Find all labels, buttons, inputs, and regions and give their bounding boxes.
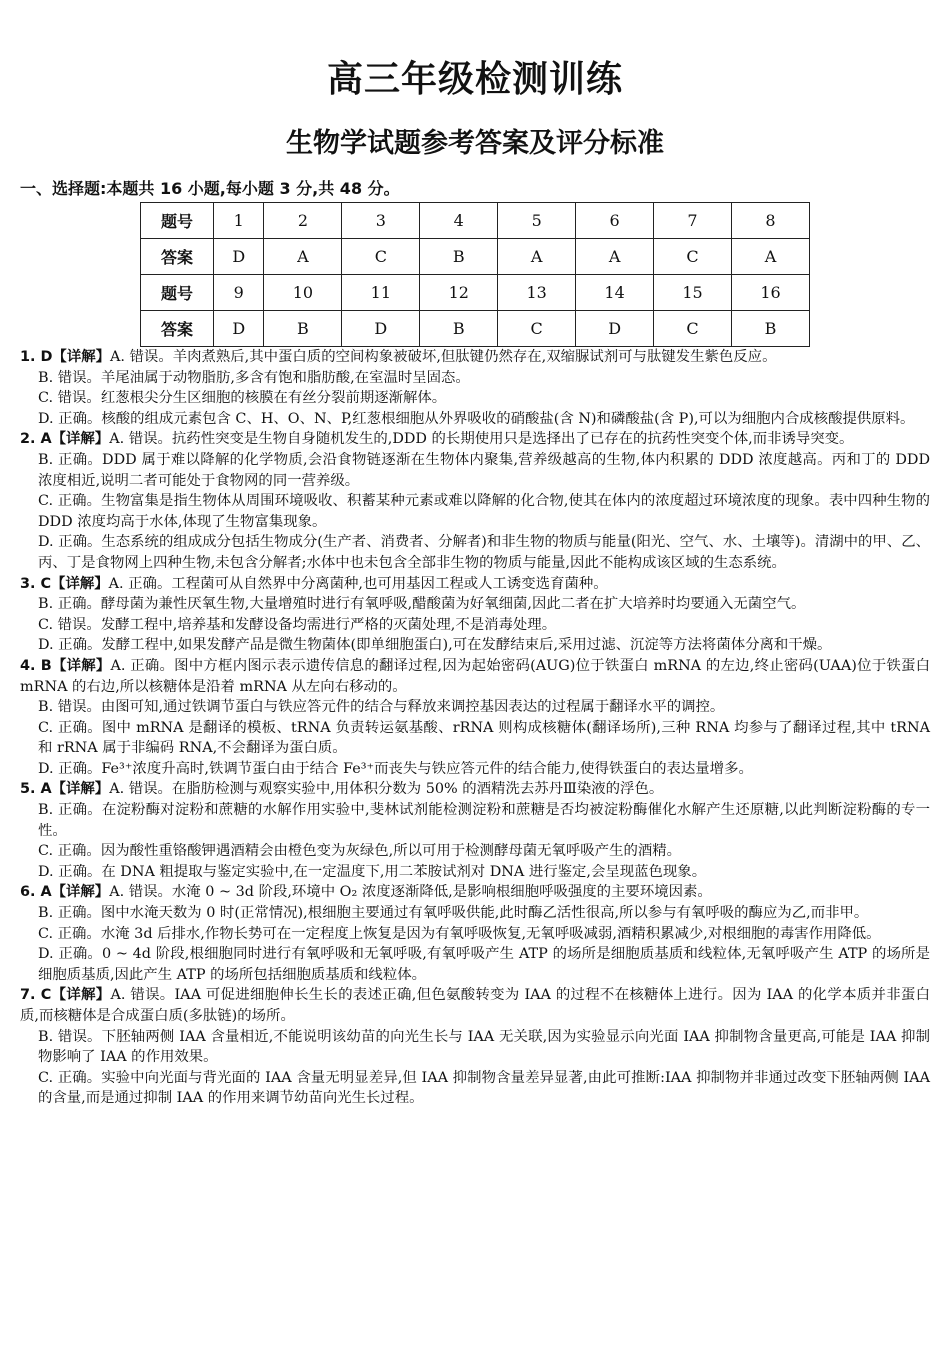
question-number-cell: 16 (731, 275, 809, 311)
explanation-line (20, 759, 930, 780)
explanation-line (20, 779, 930, 800)
explanation-line (20, 388, 930, 409)
explanation-line (20, 800, 930, 841)
explanation-line (20, 1068, 930, 1109)
question-number-cell: 13 (498, 275, 576, 311)
explanation-item (20, 656, 930, 780)
explanation-text: D. 正确。0 ~ 4d 阶段,根细胞同时进行有氧呼吸和无氧呼吸,有氧呼吸产生 ATP 的场所是细胞质基质和线粒体,无氧呼吸产生 ATP 的场所是细胞质基质,因此产生 ATP 的场所包括细胞质基质和线粒体。 (38, 946, 930, 983)
question-number-cell: 4 (420, 203, 498, 239)
explanation-text: D. 正确。Fe³⁺浓度升高时,铁调节蛋白由于结合 Fe³⁺而丧失与铁应答元件的结合能力,使得铁蛋白的表达量增多。 (38, 760, 753, 777)
answer-cell: A (576, 239, 654, 275)
section-heading: 一、选择题:本题共 16 小题,每小题 3 分,共 48 分。 (20, 179, 400, 198)
explanation-line (20, 697, 930, 718)
explanation-item (20, 429, 930, 573)
explanations (20, 347, 930, 1109)
explanation-line (20, 574, 930, 595)
answer-cell: C (654, 239, 732, 275)
explanation-text: A. 错误。在脂肪检测与观察实验中,用体积分数为 50% 的酒精洗去苏丹Ⅲ染液的浮色。 (109, 781, 664, 798)
explanation-text: C. 正确。图中 mRNA 是翻译的模板、tRNA 负责转运氨基酸、rRNA 则构成核糖体(翻译场所),三种 RNA 均参与了翻译过程,其中 tRNA 和 rRNA 属于非编码 RNA,不会翻译为蛋白质。 (38, 719, 930, 757)
question-number-cell: 9 (214, 275, 264, 311)
explanation-text: A. 错误。IAA 可促进细胞伸长生长的表述正确,但色氨酸转变为 IAA 的过程不在核糖体上进行。因为 IAA 的化学本质并非蛋白质,而核糖体是合成蛋白质(多肽链)的场所。 (20, 987, 930, 1024)
explanation-text: B. 正确。DDD 属于难以降解的化学物质,会沿食物链逐渐在生物体内聚集,营养级越高的生物,体内积累的 DDD 浓度越高。丙和丁的 DDD 浓度相近,说明二者可能处于食物网的同一营养级。 (38, 451, 930, 489)
answer-cell: B (420, 239, 498, 275)
explanation-head: 2. A【详解】 (20, 431, 110, 448)
explanation-line (20, 532, 930, 573)
answer-table (140, 202, 810, 347)
explanation-item (20, 574, 930, 656)
question-number-row (141, 275, 810, 311)
question-number-cell: 2 (264, 203, 342, 239)
explanation-text: C. 正确。水淹 3d 后排水,作物长势可在一定程度上恢复是因为有氧呼吸恢复,无氧呼吸减弱,酒精积累减少,对根细胞的毒害作用降低。 (38, 925, 881, 942)
explanation-line (20, 862, 930, 883)
answer-cell: D (214, 311, 264, 347)
explanation-line (20, 635, 930, 656)
question-number-cell: 11 (342, 275, 420, 311)
explanation-line (20, 347, 930, 368)
explanation-line (20, 409, 930, 430)
answer-row-label: 答案 (141, 311, 214, 347)
explanation-item (20, 347, 930, 429)
explanation-head: 1. D【详解】 (20, 349, 110, 365)
explanation-text: A. 错误。羊肉煮熟后,其中蛋白质的空间构象被破坏,但肽键仍然存在,双缩脲试剂可与肽键发生紫色反应。 (110, 349, 777, 365)
explanation-text: B. 正确。图中水淹天数为 0 时(正常情况),根细胞主要通过有氧呼吸供能,此时酶乙活性很高,所以参与有氧呼吸的酶应为乙,而非甲。 (38, 905, 869, 922)
answer-cell: C (498, 311, 576, 347)
explanation-head: 3. C【详解】 (20, 575, 109, 592)
explanation-line (20, 491, 930, 532)
question-number-cell: 12 (420, 275, 498, 311)
question-number-cell: 3 (342, 203, 420, 239)
explanation-line (20, 841, 930, 862)
question-number-row-label: 题号 (141, 275, 214, 311)
question-number-cell: 8 (731, 203, 809, 239)
answer-cell: C (654, 311, 732, 347)
question-number-cell: 6 (576, 203, 654, 239)
answer-row (141, 239, 810, 275)
answer-cell: C (342, 239, 420, 275)
document-title: 高三年级检测训练 (326, 59, 623, 100)
explanation-text: B. 错误。羊尾油属于动物脂肪,多含有饱和脂肪酸,在室温时呈固态。 (38, 369, 470, 386)
explanation-item (20, 985, 930, 1109)
document-subtitle: 生物学试题参考答案及评分标准 (286, 128, 664, 159)
answer-cell: B (731, 311, 809, 347)
question-number-cell: 10 (264, 275, 342, 311)
explanation-line (20, 450, 930, 491)
answer-cell: D (342, 311, 420, 347)
explanation-text: D. 正确。核酸的组成元素包含 C、H、O、N、P,红葱根细胞从外界吸收的硝酸盐(含 N)和磷酸盐(含 P),可以为细胞内合成核酸提供原料。 (38, 410, 915, 427)
explanation-text: A. 错误。抗药性突变是生物自身随机发生的,DDD 的长期使用只是选择出了已存在的抗药性突变个体,而非诱导突变。 (109, 431, 854, 448)
explanation-text: B. 正确。在淀粉酶对淀粉和蔗糖的水解作用实验中,斐林试剂能检测淀粉和蔗糖是否均被淀粉酶催化水解产生还原糖,以此判断淀粉酶的专一性。 (38, 802, 930, 839)
explanation-text: A. 错误。水淹 0 ~ 3d 阶段,环境中 O₂ 浓度逐渐降低,是影响根细胞呼吸强度的主要环境因素。 (109, 884, 712, 901)
explanation-head: 6. A【详解】 (20, 884, 110, 901)
answer-cell: B (264, 311, 342, 347)
explanation-text: D. 正确。在 DNA 粗提取与鉴定实验中,在一定温度下,用二苯胺试剂对 DNA 进行鉴定,会呈现蓝色现象。 (38, 863, 707, 880)
answer-row-label: 答案 (141, 239, 214, 275)
answer-cell: A (731, 239, 809, 275)
explanation-head: 4. B【详解】 (20, 657, 111, 674)
explanation-text: A. 正确。图中方框内图示表示遗传信息的翻译过程,因为起始密码(AUG)位于铁蛋白 mRNA 的左边,终止密码(UAA)位于铁蛋白 mRNA 的右边,所以核糖体是沿着 mRNA 从左向右移动的。 (20, 657, 930, 695)
explanation-text: A. 正确。工程菌可从自然界中分离菌种,也可用基因工程或人工诱变选育菌种。 (108, 575, 608, 592)
explanation-line (20, 944, 930, 985)
question-number-row-label: 题号 (141, 203, 214, 239)
question-number-cell: 1 (214, 203, 264, 239)
explanation-line (20, 615, 930, 636)
explanation-head: 5. A【详解】 (20, 781, 110, 798)
explanation-head: 7. C【详解】 (20, 987, 111, 1004)
explanation-text: C. 错误。发酵工程中,培养基和发酵设备均需进行严格的灭菌处理,不是消毒处理。 (38, 616, 557, 633)
explanation-text: B. 错误。由图可知,通过铁调节蛋白与铁应答元件的结合与释放来调控基因表达的过程属于翻译水平的调控。 (38, 699, 725, 716)
explanation-line (20, 1027, 930, 1068)
explanation-line (20, 429, 930, 450)
explanation-text: B. 错误。下胚轴两侧 IAA 含量相近,不能说明该幼苗的向光生长与 IAA 无关联,因为实验显示向光面 IAA 抑制物含量更高,可能是 IAA 抑制物影响了 IAA 的作用效果。 (38, 1028, 930, 1066)
explanation-line (20, 594, 930, 615)
answer-cell: A (264, 239, 342, 275)
explanation-line (20, 903, 930, 924)
explanation-line (20, 882, 930, 903)
explanation-line (20, 718, 930, 759)
explanation-line (20, 656, 930, 697)
explanation-item (20, 882, 930, 985)
explanation-line (20, 368, 930, 389)
explanation-text: B. 正确。酵母菌为兼性厌氧生物,大量增殖时进行有氧呼吸,醋酸菌为好氧细菌,因此二者在扩大培养时均要通入无菌空气。 (38, 596, 806, 613)
explanation-line (20, 985, 930, 1026)
question-number-cell: 14 (576, 275, 654, 311)
answer-cell: B (420, 311, 498, 347)
answer-cell: A (498, 239, 576, 275)
explanation-item (20, 779, 930, 882)
explanation-text: C. 正确。生物富集是指生物体从周围环境吸收、积蓄某种元素或难以降解的化合物,使其在体内的浓度超过环境浓度的现象。表中四种生物的 DDD 浓度均高于水体,体现了生物富集现象。 (38, 493, 930, 530)
explanation-text: C. 正确。实验中向光面与背光面的 IAA 含量无明显差异,但 IAA 抑制物含量差异显著,由此可推断:IAA 抑制物并非通过改变下胚轴两侧 IAA 的含量,而是通过抑制 IAA 的作用来调节幼苗向光生长过程。 (38, 1069, 930, 1107)
answer-row (141, 311, 810, 347)
answer-cell: D (214, 239, 264, 275)
question-number-cell: 15 (654, 275, 732, 311)
answer-cell: D (576, 311, 654, 347)
explanation-text: D. 正确。发酵工程中,如果发酵产品是微生物菌体(即单细胞蛋白),可在发酵结束后,采用过滤、沉淀等方法将菌体分离和干燥。 (38, 637, 832, 654)
explanation-line (20, 924, 930, 945)
explanation-text: D. 正确。生态系统的组成成分包括生物成分(生产者、消费者、分解者)和非生物的物质与能量(阳光、空气、水、土壤等)。清湖中的甲、乙、丙、丁是食物网上四种生物,未包含分解者;水体中也未包含全部非生物的物质与能量,因此不能构成该区域的生态系统。 (38, 534, 930, 571)
explanation-text: C. 正确。因为酸性重铬酸钾遇酒精会由橙色变为灰绿色,所以可用于检测酵母菌无氧呼吸产生的酒精。 (38, 843, 682, 860)
explanation-text: C. 错误。红葱根尖分生区细胞的核膜在有丝分裂前期逐渐解体。 (38, 390, 447, 407)
question-number-row (141, 203, 810, 239)
question-number-cell: 7 (654, 203, 732, 239)
question-number-cell: 5 (498, 203, 576, 239)
